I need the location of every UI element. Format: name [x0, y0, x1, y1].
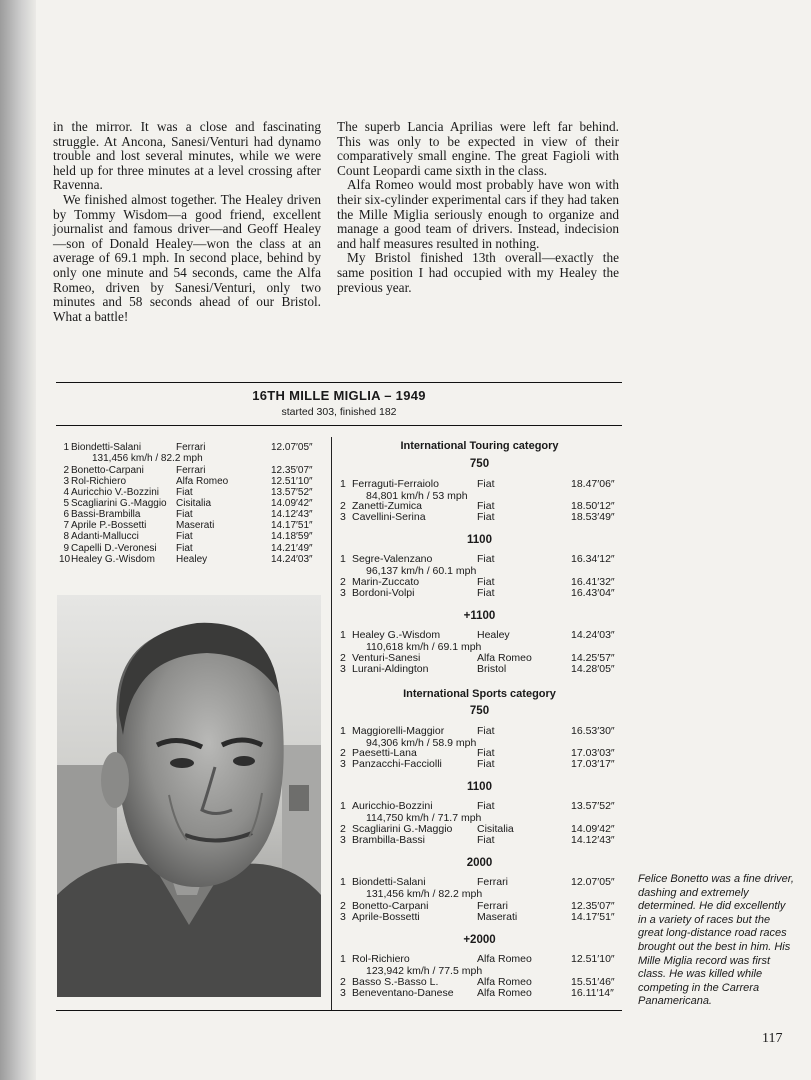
paragraph: We finished almost together. The Healey driven by Tommy Wisdom—a good friend, excellent journalist and famous driver—and Geoff Healey—son of Donald Healey—won the class at an average of 69.1 mph. In second place, behind by only one minute and 54 seconds, came the Alfa Romeo, driven by Sanesi/Venturi, only two minutes and 58 seconds ahead of our Bristol. What a battle! [53, 191, 321, 324]
average-speed: 110,618 km/h / 69.1 mph [366, 641, 482, 653]
class-heading: +1100 [463, 610, 496, 622]
driver-portrait-photo [57, 595, 321, 997]
average-speed: 94,306 km/h / 58.9 mph [366, 737, 477, 749]
category-heading: International Sports category [403, 688, 556, 700]
body-text-right-column [337, 120, 619, 295]
paragraph: The superb Lancia Aprilias were left far behind. This was only to be expected in view of their comparatively small engine. The great Fagioli with Count Leopardi came sixth in the class. [337, 119, 619, 178]
class-heading: 2000 [466, 857, 493, 869]
average-speed: 131,456 km/h / 82.2 mph [92, 453, 203, 464]
photo-caption: Felice Bonetto was a fine driver, dashing and extremely determined. He did excellently in a variety of races but the great long-distance road races brought out the best in him. His Mille Miglia record was first class. He was killed while competing in the Carrera Panamericana. [638, 873, 794, 1008]
paragraph: Alfa Romeo would most probably have won with their six-cylinder experimental cars if they had taken the Mille Miglia seriously enough to organize and manage a good team of drivers. Instead, indecision and half measures resulted in nothing. [337, 177, 619, 251]
page-number: 117 [762, 1031, 783, 1046]
body-text-left-column [53, 120, 321, 324]
average-speed: 84,801 km/h / 53 mph [366, 490, 468, 502]
class-heading: 750 [469, 705, 490, 717]
paragraph: in the mirror. It was a close and fascinating struggle. At Ancona, Sanesi/Venturi had dynamo trouble and lost several minutes, while we were held up for three minutes at a level crossing after Ravenna. [53, 119, 321, 193]
class-heading: 750 [469, 458, 490, 470]
results-subtitle: started 303, finished 182 [281, 406, 397, 418]
table-column-divider [331, 437, 332, 1011]
category-heading: International Touring category [400, 440, 559, 452]
paragraph: My Bristol finished 13th overall—exactly the same position I had occupied with my Healey the previous year. [337, 250, 619, 295]
table-bottom-rule [56, 1010, 622, 1011]
average-speed: 131,456 km/h / 82.2 mph [366, 888, 483, 900]
average-speed: 114,750 km/h / 71.7 mph [366, 812, 482, 824]
results-title: 16TH MILLE MIGLIA – 1949 [252, 388, 426, 403]
class-heading: 1100 [467, 534, 492, 546]
average-speed: 96,137 km/h / 60.1 mph [366, 565, 477, 577]
class-heading: +2000 [463, 934, 496, 946]
table-header-rule [56, 425, 622, 426]
page-gutter-shadow [0, 0, 36, 1080]
average-speed: 123,942 km/h / 77.5 mph [366, 965, 483, 977]
table-top-rule [56, 382, 622, 383]
class-heading: 1100 [467, 781, 492, 793]
